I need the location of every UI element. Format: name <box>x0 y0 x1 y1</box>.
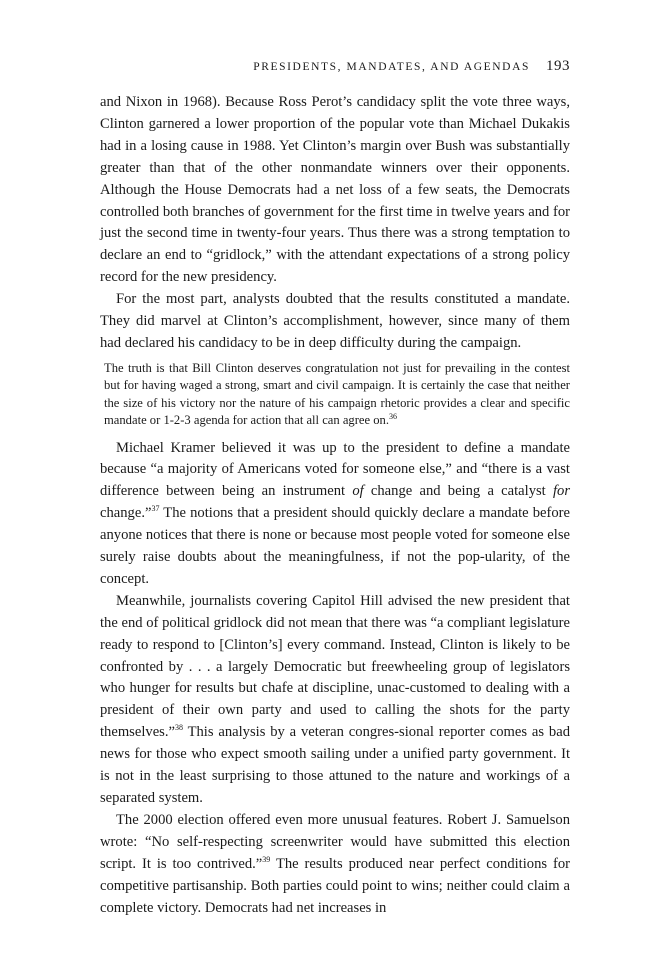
paragraph-3-text-4: The notions that a president should quickly declare a mandate before anyone notices that there is none or because most people voted for someone else surely raise doubts about the meaningfulness, if not the pop-ularity, of the concept. <box>100 505 570 587</box>
paragraph-1: and Nixon in 1968). Because Ross Perot’s candidacy split the vote three ways, Clinton garnered a lower proportion of the popular vote than Michael Dukakis had in a losing cause in 1988. Yet Clinton’s margin over Bush was substantially greater than that of the other nonmandate winners over their opponents. Although the House Democrats had a net loss of a few seats, the Democrats controlled both branches of government for the first time in twelve years and for just the second time in twenty-four years. Thus there was a strong temptation to declare an end to “gridlock,” with the attendant expectations of a strong policy record for the new presidency. <box>100 94 570 286</box>
running-head <box>100 58 570 78</box>
paragraph-3-emphasis-of: of <box>352 483 364 500</box>
paragraph-3-text-1: Michael Kramer believed it was up to the president to define a mandate because “a majority of Americans voted for someone else,” and “there is a vast difference between being an instrument <box>100 439 570 500</box>
footnote-ref-39: 39 <box>262 854 271 864</box>
paragraph-4 <box>100 591 570 810</box>
paragraph-5-text-2: The results produced near perfect conditions for competitive partisanship. Both parties could point to wins; neither could claim a complete victory. Democrats had net increases in <box>100 855 570 916</box>
footnote-ref-37: 37 <box>151 504 160 514</box>
paragraph-3 <box>100 438 570 591</box>
running-head-title: PRESIDENTS, MANDATES, AND AGENDAS <box>253 61 530 73</box>
page-number: 193 <box>546 58 570 74</box>
body-text <box>100 92 570 919</box>
paragraph-3-emphasis-for: for <box>552 483 570 500</box>
paragraph-4-text-1: Meanwhile, journalists covering Capitol Hill advised the new president that the end of political gridlock did not mean that there was “a compliant legislature ready to respond to [Clinton’s] every command. Instead, Clinton is likely to be confronted by . . . a largely Democratic but freewheeling group of legislators who hunger for results but chafe at discipline, unac-customed to dealing with a president of their own party and used to calling the shots for the party themselves.” <box>100 592 570 741</box>
footnote-ref-38: 38 <box>174 723 183 733</box>
footnote-ref-36: 36 <box>388 411 397 421</box>
paragraph-2: For the most part, analysts doubted that the results constituted a mandate. They did marvel at Clinton’s accomplishment, however, since many of them had declared his candidacy to be in deep difficulty during the campaign. <box>100 291 570 351</box>
paragraph-5 <box>100 810 570 920</box>
paragraph-5-text-1: The 2000 election offered even more unusual features. Robert J. Samuelson wrote: “No self-respecting screenwriter would have submitted this election script. It is too contrived.” <box>100 811 570 872</box>
paragraph-3-text-3: change.” <box>100 505 152 522</box>
paragraph-3-text-2: change and being a catalyst <box>363 483 553 500</box>
block-quote-text: The truth is that Bill Clinton deserves congratulation not just for prevailing in the contest but for having waged a strong, smart and civil campaign. It is certainly the case that neither the size of his victory nor the nature of his campaign rhetoric provides a clear and specific mandate or 1-2-3 agenda for action that all can agree on. <box>104 360 570 428</box>
block-quote <box>104 360 570 430</box>
paragraph-4-text-2: This analysis by a veteran congres-sional reporter comes as bad news for those who expect smooth sailing under a unified party government. It is not in the least surprising to those attuned to the nature and workings of a separated system. <box>100 724 570 806</box>
